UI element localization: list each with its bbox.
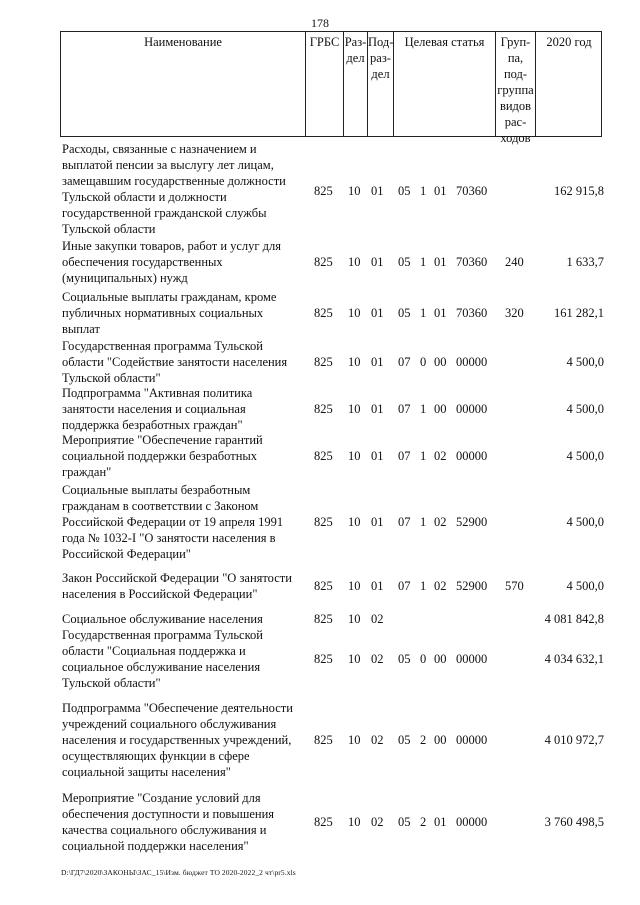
cell-target-direction: 00000	[456, 733, 488, 747]
cell-target-program: 05	[398, 184, 411, 198]
table-row	[0, 432, 640, 480]
header-target-article: Целевая статья	[404, 35, 485, 49]
cell-razdel: 10	[348, 515, 361, 529]
table-header	[60, 31, 602, 145]
cell-name: Иные закупки товаров, работ и услуг для обеспечения государственных (муниципальных) нужд	[62, 239, 282, 285]
cell-target-event: 00	[434, 355, 447, 369]
cell-grbs: 825	[314, 579, 333, 593]
table-row	[0, 611, 640, 627]
cell-podrazdel: 02	[371, 652, 384, 666]
cell-target-event: 01	[434, 184, 447, 198]
cell-expense-group: 240	[505, 255, 524, 269]
cell-target-direction: 70360	[456, 184, 488, 198]
cell-name: Социальные выплаты гражданам, кроме публичных нормативных социальных выплат	[62, 290, 277, 336]
table-row	[0, 627, 640, 691]
cell-target-event: 01	[434, 306, 447, 320]
cell-razdel: 10	[348, 184, 361, 198]
cell-name: Подпрограмма "Активная политика занятости населения и социальная поддержка безработных граждан"	[62, 386, 253, 432]
table-row	[0, 289, 640, 337]
cell-amount: 4 500,0	[566, 402, 604, 416]
cell-target-event: 02	[434, 449, 447, 463]
table-row	[0, 338, 640, 386]
cell-grbs: 825	[314, 515, 333, 529]
cell-podrazdel: 01	[371, 255, 384, 269]
cell-target-event: 02	[434, 515, 447, 529]
table-row	[0, 238, 640, 286]
cell-expense-group: 320	[505, 306, 524, 320]
cell-name: Мероприятие "Обеспечение гарантий социальной поддержки безработных граждан"	[62, 433, 263, 479]
header-grbs: ГРБС	[309, 35, 340, 49]
cell-target-direction: 00000	[456, 355, 488, 369]
cell-name: Государственная программа Тульской области "Содействие занятости населения Тульской области"	[62, 339, 288, 385]
cell-target-event: 01	[434, 815, 447, 829]
cell-grbs: 825	[314, 255, 333, 269]
cell-target-program: 05	[398, 306, 411, 320]
cell-target-event: 00	[434, 402, 447, 416]
cell-name: Мероприятие "Создание условий для обеспечения доступности и повышения качества социального обслуживания и социальной поддержки населения"	[62, 791, 275, 853]
cell-razdel: 10	[348, 449, 361, 463]
table-row	[0, 570, 640, 602]
cell-target-program: 07	[398, 402, 411, 416]
cell-amount: 4 034 632,1	[544, 652, 604, 666]
cell-grbs: 825	[314, 355, 333, 369]
cell-target-direction: 00000	[456, 402, 488, 416]
cell-razdel: 10	[348, 402, 361, 416]
page-number: 178	[311, 16, 329, 30]
cell-podrazdel: 01	[371, 402, 384, 416]
cell-razdel: 10	[348, 612, 361, 626]
cell-target-subprogram: 2	[420, 733, 427, 747]
header-year: 2020 год	[546, 35, 592, 49]
cell-amount: 4 500,0	[566, 579, 604, 593]
cell-podrazdel: 01	[371, 515, 384, 529]
cell-target-program: 07	[398, 579, 411, 593]
cell-podrazdel: 02	[371, 612, 384, 626]
cell-target-program: 07	[398, 355, 411, 369]
cell-razdel: 10	[348, 733, 361, 747]
cell-razdel: 10	[348, 306, 361, 320]
cell-name: Государственная программа Тульской области "Социальная поддержка и социальное обслуживание населения Тульской области"	[62, 628, 263, 690]
table-row	[0, 141, 640, 237]
cell-target-event: 00	[434, 652, 447, 666]
header-expense-group: Груп- па, под- группа видов рас- ходов	[497, 35, 534, 145]
header-razdel: Раз- дел	[344, 35, 367, 65]
cell-name: Социальное обслуживание населения	[62, 612, 263, 626]
cell-target-program: 05	[398, 255, 411, 269]
cell-target-direction: 70360	[456, 306, 488, 320]
cell-amount: 1 633,7	[566, 255, 604, 269]
cell-amount: 162 915,8	[554, 184, 604, 198]
cell-amount: 4 500,0	[566, 449, 604, 463]
table-row	[0, 385, 640, 433]
cell-target-program: 05	[398, 733, 411, 747]
header-name: Наименование	[144, 35, 222, 49]
cell-grbs: 825	[314, 612, 333, 626]
cell-target-direction: 00000	[456, 652, 488, 666]
cell-target-subprogram: 1	[420, 515, 427, 529]
cell-grbs: 825	[314, 733, 333, 747]
cell-grbs: 825	[314, 815, 333, 829]
cell-target-event: 00	[434, 733, 447, 747]
cell-podrazdel: 02	[371, 733, 384, 747]
cell-amount: 4 010 972,7	[544, 733, 604, 747]
file-path-footer: D:\ГД7\2020\ЗАКОНЫ\ЗАС_15\Изм. бюджет ТО 2020-2022_2 чт\pr5.xls	[61, 868, 296, 877]
cell-target-program: 07	[398, 515, 411, 529]
cell-grbs: 825	[314, 449, 333, 463]
cell-target-direction: 52900	[456, 515, 488, 529]
cell-razdel: 10	[348, 815, 361, 829]
cell-target-direction: 70360	[456, 255, 488, 269]
cell-razdel: 10	[348, 579, 361, 593]
cell-target-subprogram: 1	[420, 255, 427, 269]
cell-target-subprogram: 1	[420, 402, 427, 416]
header-podrazdel: Под- раз- дел	[368, 35, 394, 81]
cell-amount: 4 500,0	[566, 355, 604, 369]
cell-target-subprogram: 1	[420, 579, 427, 593]
cell-podrazdel: 01	[371, 355, 384, 369]
cell-target-program: 07	[398, 449, 411, 463]
cell-target-subprogram: 1	[420, 306, 427, 320]
cell-name: Подпрограмма "Обеспечение деятельности учреждений социального обслуживания населения и государственных учреждений, осуществляющих функции в сфере социальной защиты населения"	[62, 701, 293, 779]
cell-grbs: 825	[314, 402, 333, 416]
cell-amount: 161 282,1	[554, 306, 604, 320]
cell-target-program: 05	[398, 652, 411, 666]
cell-name: Закон Российской Федерации "О занятости населения в Российской Федерации"	[62, 571, 292, 601]
cell-podrazdel: 01	[371, 184, 384, 198]
cell-name: Социальные выплаты безработным гражданам в соответствии с Законом Российской Федерации от 19 апреля 1991 года № 1032-I "О занятости населения в Российской Федерации"	[62, 483, 284, 561]
cell-podrazdel: 01	[371, 579, 384, 593]
cell-target-subprogram: 1	[420, 184, 427, 198]
cell-podrazdel: 01	[371, 449, 384, 463]
cell-target-direction: 00000	[456, 815, 488, 829]
cell-target-direction: 52900	[456, 579, 488, 593]
cell-target-subprogram: 1	[420, 449, 427, 463]
cell-razdel: 10	[348, 255, 361, 269]
cell-target-subprogram: 2	[420, 815, 427, 829]
cell-name: Расходы, связанные с назначением и выплатой пенсии за выслугу лет лицам, замещавшим государственные должности Тульской области и должности государственной гражданской службы Тульской области	[62, 142, 286, 236]
cell-target-event: 01	[434, 255, 447, 269]
cell-grbs: 825	[314, 652, 333, 666]
cell-podrazdel: 01	[371, 306, 384, 320]
cell-amount: 4 081 842,8	[544, 612, 604, 626]
cell-target-event: 02	[434, 579, 447, 593]
cell-grbs: 825	[314, 306, 333, 320]
cell-expense-group: 570	[505, 579, 524, 593]
table-row	[0, 790, 640, 854]
cell-amount: 4 500,0	[566, 515, 604, 529]
cell-target-direction: 00000	[456, 449, 488, 463]
cell-target-subprogram: 0	[420, 355, 427, 369]
cell-amount: 3 760 498,5	[544, 815, 604, 829]
cell-podrazdel: 02	[371, 815, 384, 829]
cell-razdel: 10	[348, 355, 361, 369]
cell-razdel: 10	[348, 652, 361, 666]
cell-target-program: 05	[398, 815, 411, 829]
cell-grbs: 825	[314, 184, 333, 198]
table-row	[0, 700, 640, 780]
table-row	[0, 482, 640, 562]
cell-target-subprogram: 0	[420, 652, 427, 666]
